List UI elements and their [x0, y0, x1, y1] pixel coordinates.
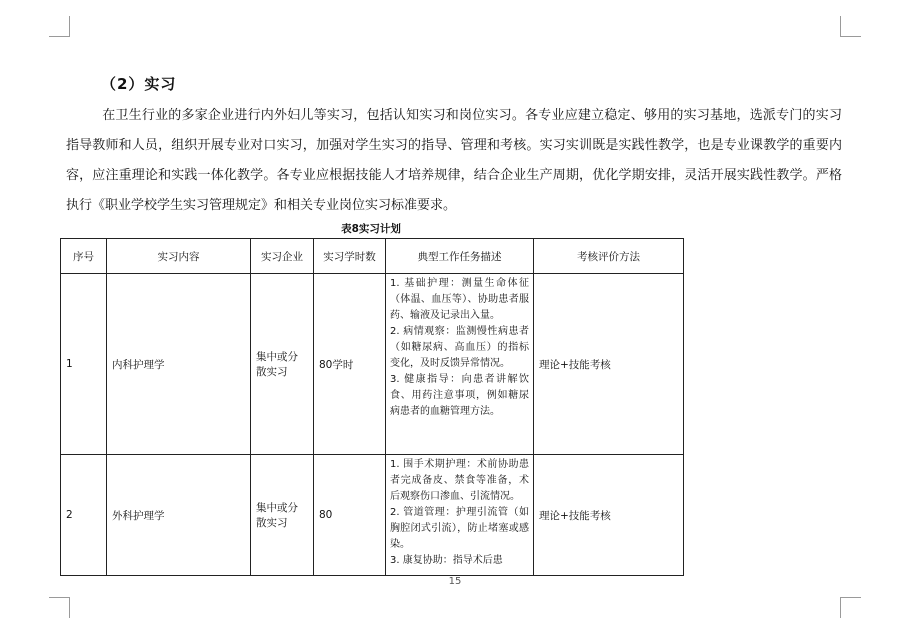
table-header-row [61, 239, 684, 274]
cell-hours: 80 [314, 455, 386, 576]
header-content: 实习内容 [107, 239, 251, 274]
cell-content: 外科护理学 [107, 455, 251, 576]
cell-hours: 80学时 [314, 274, 386, 455]
header-company: 实习企业 [251, 239, 314, 274]
task-item: 1. 围手术期护理：术前协助患者完成备皮、禁食等准备，术后观察伤口渗血、引流情况。 [390, 459, 529, 502]
table-row [61, 274, 684, 455]
task-item: 1. 基础护理：测量生命体征（体温、血压等）、协助患者服药、输液及记录出入量。 [390, 278, 529, 321]
table-row [61, 455, 684, 576]
cell-tasks [386, 455, 534, 576]
cell-seq: 1 [61, 274, 107, 455]
header-assessment: 考核评价方法 [534, 239, 684, 274]
task-item: 3. 康复协助：指导术后患 [390, 555, 503, 566]
task-item: 2. 病情观察：监测慢性病患者（如糖尿病、高血压）的指标变化，及时反馈异常情况。 [390, 326, 529, 369]
task-item: 3. 健康指导：向患者讲解饮食、用药注意事项，例如糖尿病患者的血糖管理方法。 [390, 374, 529, 417]
cell-assessment: 理论+技能考核 [534, 455, 684, 576]
paragraph-text: 在卫生行业的多家企业进行内外妇儿等实习，包括认知实习和岗位实习。各专业应建立稳定、够用的实习基地，选派专门的实习指导教师和人员，组织开展专业对口实习，加强对学生实习的指导、管理和考核。实习实训既是实践性教学，也是专业课教学的重要内容，应注重理论和实践一体化教学。各专业应根据技能人才培养规律，结合企业生产周期，优化学期安排，灵活开展实践性教学。严格执行《职业学校学生实习管理规定》和相关专业岗位实习标准要求。 [66, 108, 842, 213]
crop-mark-top-right [840, 16, 861, 37]
page-number: 15 [448, 576, 462, 587]
cell-assessment: 理论+技能考核 [534, 274, 684, 455]
header-seq: 序号 [61, 239, 107, 274]
header-tasks: 典型工作任务描述 [386, 239, 534, 274]
cell-content: 内科护理学 [107, 274, 251, 455]
cell-tasks [386, 274, 534, 455]
cell-company: 集中或分散实习 [251, 274, 314, 455]
crop-mark-bottom-right [840, 597, 861, 618]
internship-plan-table [60, 238, 684, 576]
section-paragraph [66, 101, 842, 221]
crop-mark-top-left [49, 16, 70, 37]
tasks-clip [390, 457, 529, 574]
cell-seq: 2 [61, 455, 107, 576]
cell-company: 集中或分散实习 [251, 455, 314, 576]
header-hours: 实习学时数 [314, 239, 386, 274]
table-caption: 表8实习计划 [341, 223, 401, 235]
task-item: 2. 管道管理：护理引流管（如胸腔闭式引流），防止堵塞或感染。 [390, 507, 529, 550]
section-heading: （2）实习 [101, 75, 177, 93]
crop-mark-bottom-left [49, 597, 70, 618]
